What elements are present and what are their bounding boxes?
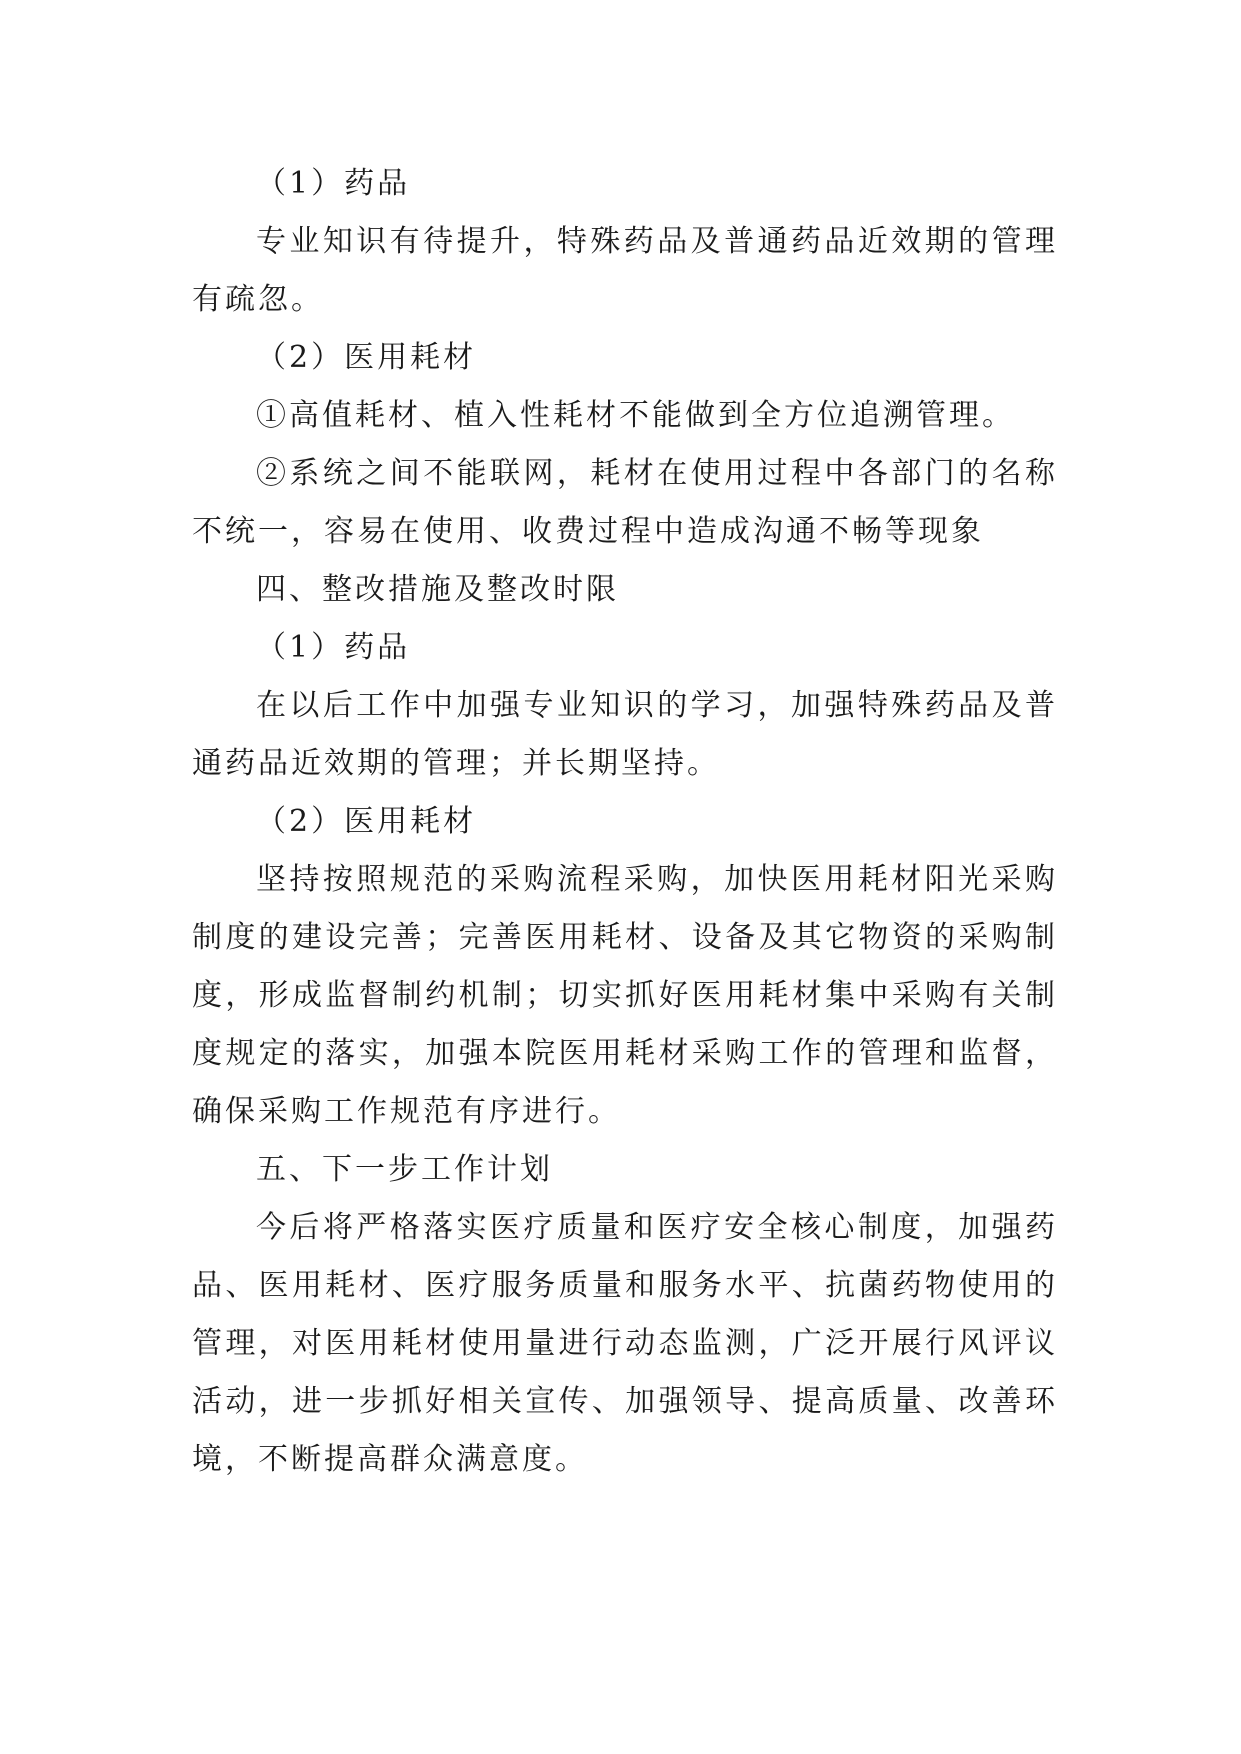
paragraph-drugs-issue: 专业知识有待提升，特殊药品及普通药品近效期的管理有疏忽。 (192, 224, 1058, 317)
subheading-consumables-measures: （2）医用耗材 (256, 804, 477, 839)
section-heading-5: 五、下一步工作计划 (256, 1152, 553, 1187)
paragraph-consumables-issue-1: ①高值耗材、植入性耗材不能做到全方位追溯管理。 (256, 398, 1015, 433)
paragraph-next-plan: 今后将严格落实医疗质量和医疗安全核心制度，加强药品、医用耗材、医疗服务质量和服务水平、抗菌药物使用的管理，对医用耗材使用量进行动态监测，广泛开展行风评议活动，进一步抓好相关宣传、加强领导、提高质量、改善环境，不断提高群众满意度。 (192, 1210, 1058, 1477)
paragraph-drugs-measures: 在以后工作中加强专业知识的学习，加强特殊药品及普通药品近效期的管理；并长期坚持。 (192, 688, 1058, 781)
paragraph-consumables-issue-2: ②系统之间不能联网，耗材在使用过程中各部门的名称不统一，容易在使用、收费过程中造成沟通不畅等现象 (192, 456, 1058, 549)
section-heading-4: 四、整改措施及整改时限 (256, 572, 619, 607)
subheading-consumables: （2）医用耗材 (256, 340, 477, 375)
subheading-drugs-measures: （1）药品 (256, 630, 411, 665)
paragraph-consumables-measures: 坚持按照规范的采购流程采购，加快医用耗材阳光采购制度的建设完善；完善医用耗材、设备及其它物资的采购制度，形成监督制约机制；切实抓好医用耗材集中采购有关制度规定的落实，加强本院医用耗材采购工作的管理和监督，确保采购工作规范有序进行。 (192, 862, 1058, 1129)
subheading-drugs: （1）药品 (256, 166, 411, 201)
document-body (192, 155, 1058, 1489)
